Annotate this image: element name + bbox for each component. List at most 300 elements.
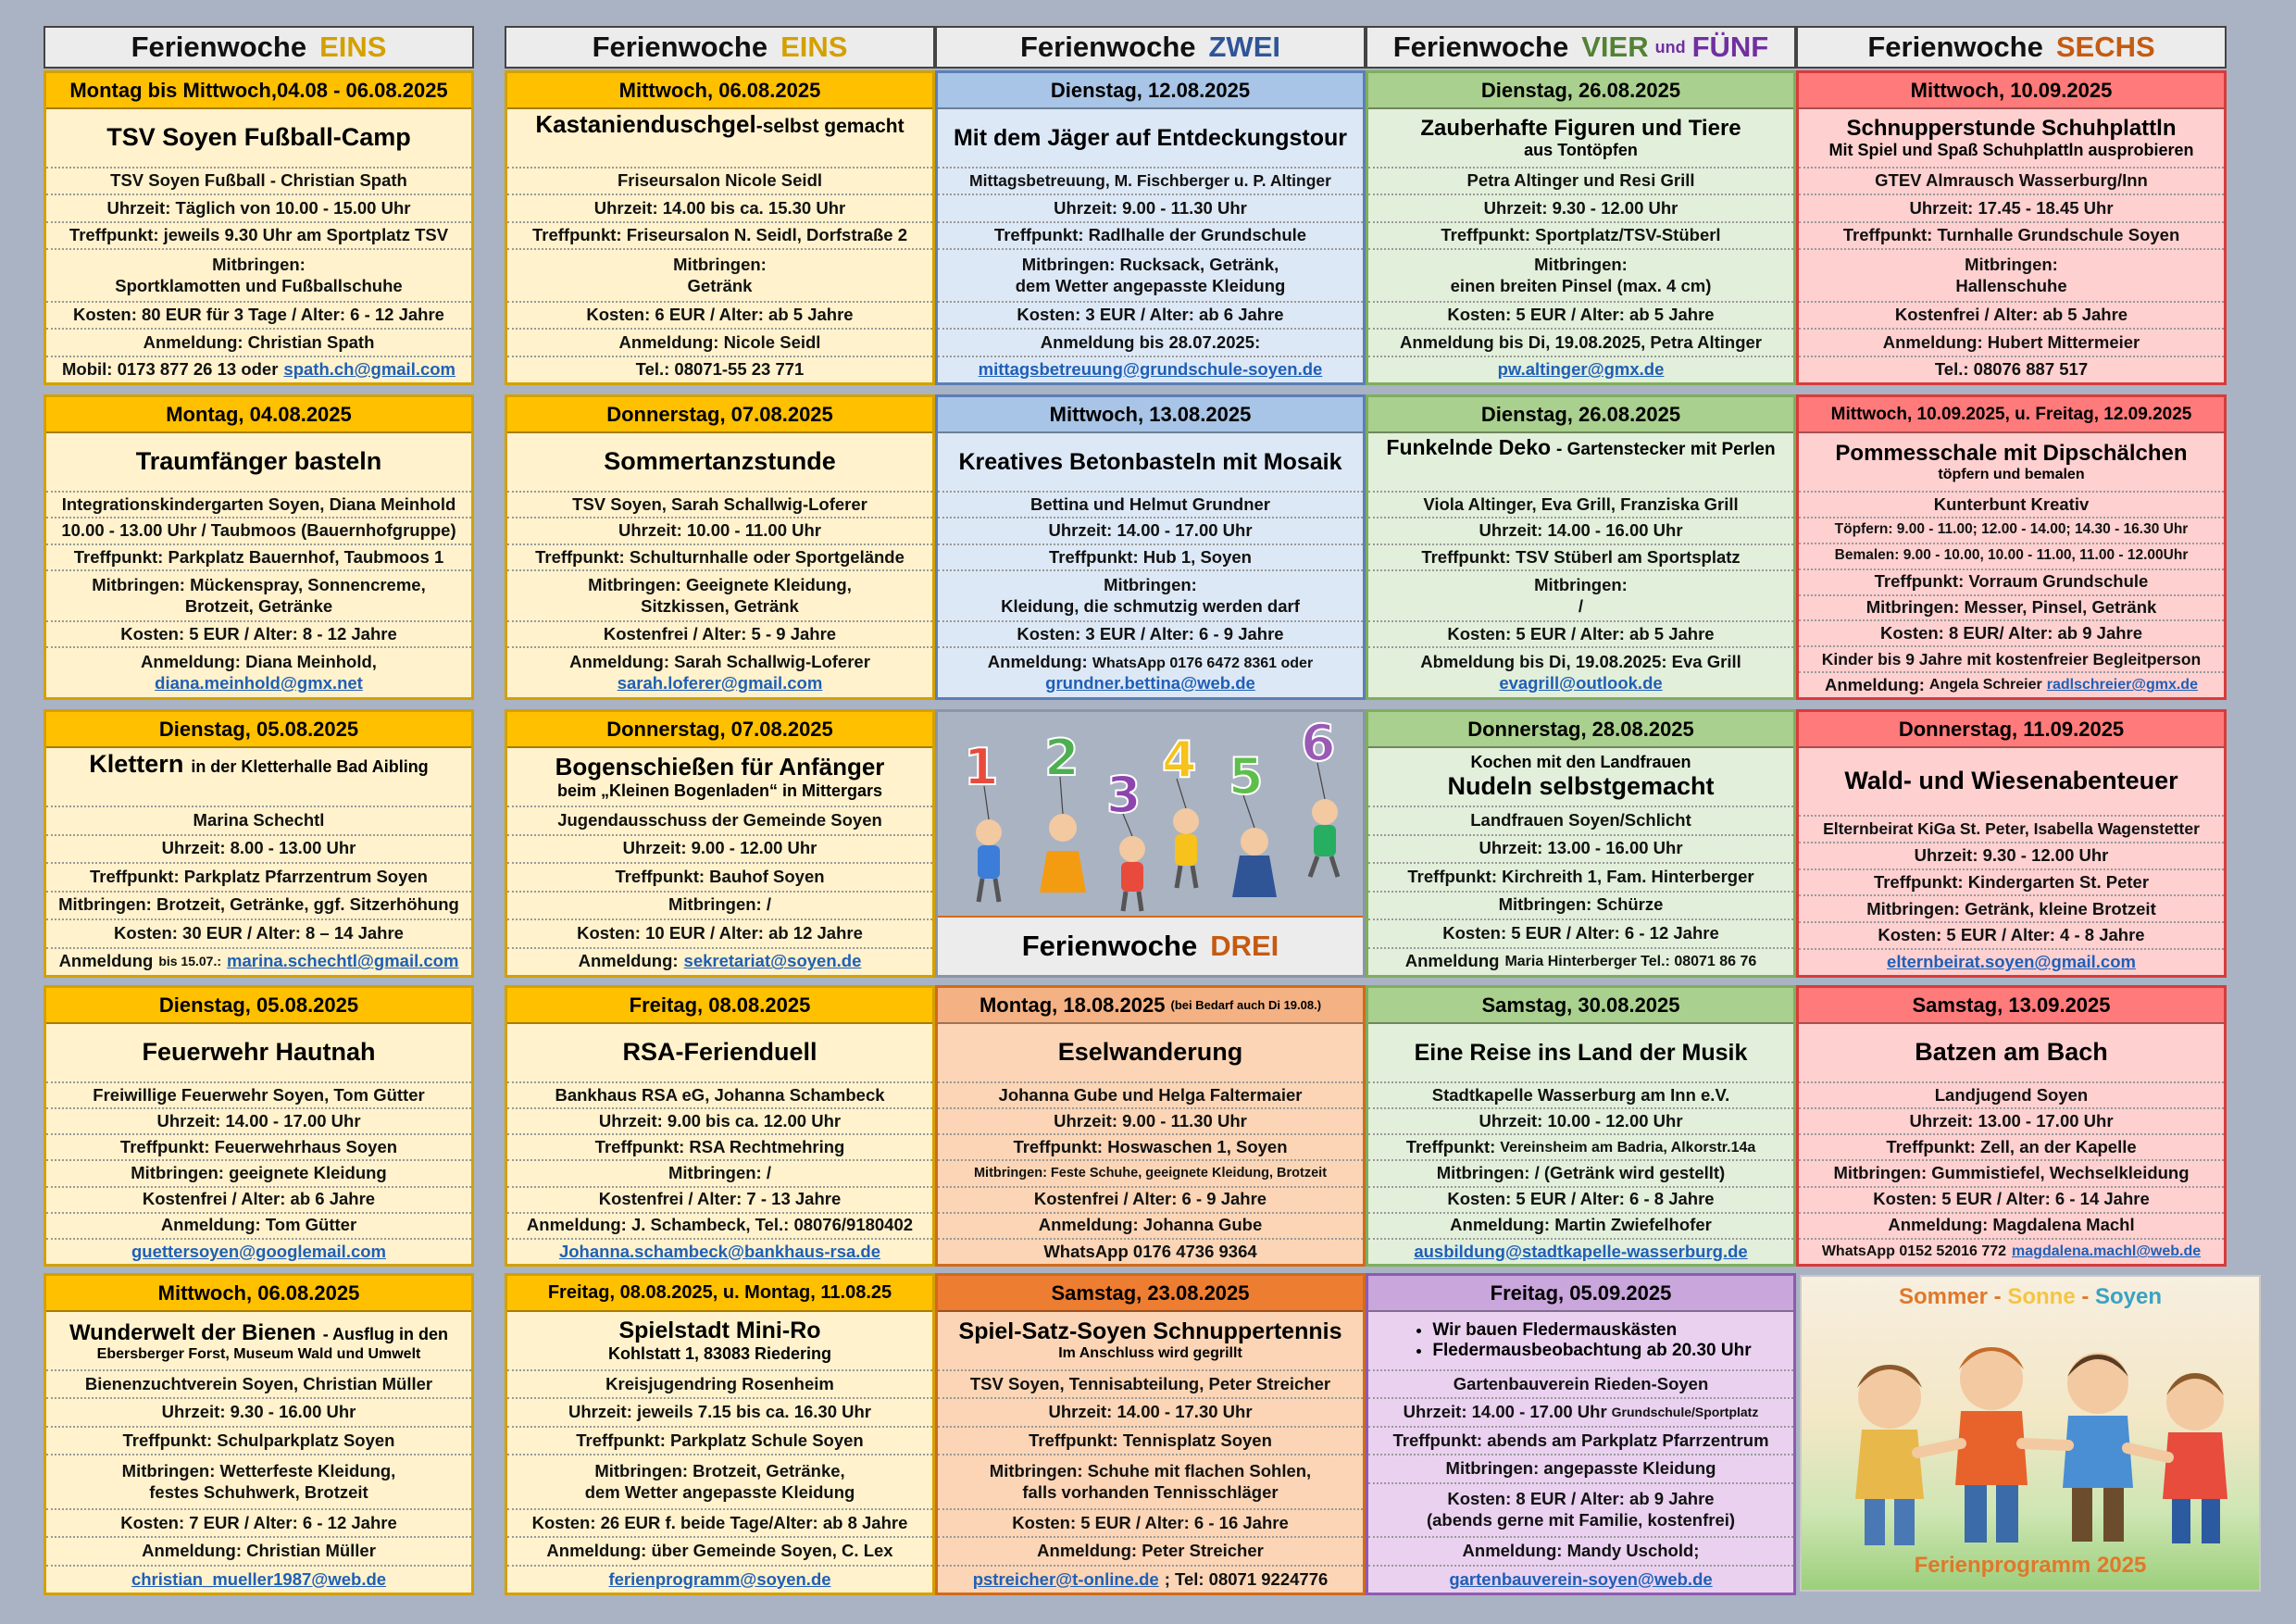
event-date: Dienstag, 26.08.2025 xyxy=(1368,397,1793,433)
event-card-klettern xyxy=(44,709,474,978)
event-date: Freitag, 08.08.2025, u. Montag, 11.08.25 xyxy=(507,1276,932,1312)
week-header xyxy=(1796,26,2227,69)
event-meeting-point: Treffpunkt: abends am Parkplatz Pfarrzentrum xyxy=(1368,1428,1793,1455)
bring-label: Mitbringen: xyxy=(1534,574,1628,594)
event-bring xyxy=(46,1455,471,1510)
event-title-text: Funkelnde Deko xyxy=(1386,435,1552,459)
column-week-6 xyxy=(1796,26,2227,69)
bring-items: Getränk xyxy=(687,275,753,295)
event-meeting-point: Treffpunkt: Bauhof Soyen xyxy=(507,864,932,893)
event-time: Uhrzeit: 17.45 - 18.45 Uhr xyxy=(1799,195,2224,222)
event-organizer: Viola Altinger, Eva Grill, Franziska Grill xyxy=(1368,493,1793,518)
event-title xyxy=(1368,109,1793,169)
header-label: Ferienwoche xyxy=(1021,930,1198,962)
event-date: Mittwoch, 06.08.2025 xyxy=(507,73,932,109)
event-date: Dienstag, 26.08.2025 xyxy=(1368,73,1793,109)
contact-email-link[interactable]: magdalena.machl@web.de xyxy=(2012,1243,2202,1260)
bring-items: Kleidung, die schmutzig werden darf xyxy=(1001,595,1300,616)
event-date: Samstag, 23.08.2025 xyxy=(938,1276,1363,1312)
poster-title: Sommer - Sonne - Soyen xyxy=(1898,1284,2163,1309)
event-organizer: Marina Schechtl xyxy=(46,807,471,836)
event-cost: Kosten: 5 EUR / Alter: 6 - 16 Jahre xyxy=(938,1510,1363,1538)
event-cost: Kosten: 5 EUR / Alter: 6 - 14 Jahre xyxy=(1799,1188,2224,1214)
event-registration: Anmeldung: Magdalena Machl xyxy=(1799,1214,2224,1240)
event-card-funkelnde-deko xyxy=(1366,394,1796,700)
event-organizer: Bankhaus RSA eG, Johanna Schambeck xyxy=(507,1083,932,1109)
event-cost: Kostenfrei / Alter: ab 5 Jahre xyxy=(1799,303,2224,330)
header-accent-2: FÜNF xyxy=(1691,31,1769,63)
event-registration: Anmeldung: J. Schambeck, Tel.: 08076/9180402 xyxy=(507,1214,932,1240)
event-title xyxy=(1799,433,2224,493)
event-meeting-point xyxy=(1368,1135,1793,1161)
poster-title-2: Sonne xyxy=(2007,1284,2076,1309)
contact-email-link[interactable]: mittagsbetreuung@grundschule-soyen.de xyxy=(978,359,1323,380)
event-time: 10.00 - 13.00 Uhr / Taubmoos (Bauernhofgruppe) xyxy=(46,518,471,544)
bring-label: Mitbringen: xyxy=(212,254,306,274)
event-bring xyxy=(1368,250,1793,303)
event-contact: Tel.: 08076 887 517 xyxy=(1934,359,2089,380)
event-time: Uhrzeit: 14.00 - 17.00 Uhr xyxy=(938,518,1363,544)
event-date: Freitag, 08.08.2025 xyxy=(507,988,932,1024)
event-title-line2: beim „Kleinen Bogenladen“ in Mittergars xyxy=(556,781,883,800)
event-meeting-point: Treffpunkt: TSV Stüberl am Sportsplatz xyxy=(1368,545,1793,571)
poster-title-3: Soyen xyxy=(2095,1284,2163,1309)
event-title xyxy=(507,748,932,807)
event-bring: Mitbringen: geeignete Kleidung xyxy=(46,1161,471,1187)
header-label: Ferienwoche xyxy=(592,31,768,63)
event-organizer: Gartenbauverein Rieden-Soyen xyxy=(1368,1371,1793,1399)
contact-email-link[interactable]: pw.altinger@gmx.de xyxy=(1497,359,1665,380)
event-card-kastanienduschgel xyxy=(505,70,935,385)
event-time: Uhrzeit: 9.30 - 12.00 Uhr xyxy=(1799,843,2224,870)
event-meeting-point: Treffpunkt: Parkplatz Schule Soyen xyxy=(507,1428,932,1455)
event-card-wald-wiese xyxy=(1796,709,2227,978)
event-title-text: Kastanienduschgel xyxy=(535,110,756,138)
bring-label: Mitbringen: xyxy=(673,254,767,274)
cost-text: Kosten: 8 EUR / Alter: ab 9 Jahre xyxy=(1447,1489,1715,1509)
event-bring xyxy=(46,250,471,303)
event-title-text: Batzen am Bach xyxy=(1915,1038,2108,1067)
event-organizer: Landfrauen Soyen/Schlicht xyxy=(1368,807,1793,836)
event-title-text: Schnupperstunde Schuhplattln xyxy=(1846,115,2177,141)
registration-label: Anmeldung: Diana Meinhold, xyxy=(141,652,377,672)
summer-poster xyxy=(1800,1275,2261,1592)
event-contact xyxy=(46,1240,471,1264)
event-card-nudeln xyxy=(1366,709,1796,978)
event-date: Dienstag, 12.08.2025 xyxy=(938,73,1363,109)
event-bring: Mitbringen: Feste Schuhe, geeignete Kleidung, Brotzeit xyxy=(938,1161,1363,1187)
event-bullet-list xyxy=(1410,1320,1751,1361)
event-title-line2: Ebersberger Forst, Museum Wald und Umwelt xyxy=(96,1346,421,1363)
event-registration xyxy=(1799,673,2224,697)
bring-items: Sportklamotten und Fußballschuhe xyxy=(115,275,403,295)
event-meeting-point: Treffpunkt: Zell, an der Kapelle xyxy=(1799,1135,2224,1161)
contact-email-link[interactable]: pstreicher@t-online.de xyxy=(972,1568,1159,1589)
event-organizer: GTEV Almrausch Wasserburg/Inn xyxy=(1799,169,2224,195)
event-time: Uhrzeit: 10.00 - 12.00 Uhr xyxy=(1368,1109,1793,1135)
event-contact xyxy=(507,1240,932,1264)
contact-email-link[interactable]: sarah.loferer@gmail.com xyxy=(617,672,823,693)
event-registration: Anmeldung: Christian Spath xyxy=(46,330,471,356)
event-cost: Kosten: 10 EUR / Alter: ab 12 Jahre xyxy=(507,920,932,949)
bring-items: dem Wetter angepasste Kleidung xyxy=(1015,275,1286,295)
bring-label: Mitbringen: Schuhe mit flachen Sohlen, xyxy=(989,1460,1312,1480)
event-registration xyxy=(46,949,471,976)
balloon-number: 3 xyxy=(1106,766,1142,824)
event-cost: Kosten: 6 EUR / Alter: ab 5 Jahre xyxy=(507,303,932,330)
registration-label: Anmeldung xyxy=(1404,951,1500,971)
event-contact xyxy=(1368,357,1793,382)
event-registration xyxy=(1368,949,1793,976)
event-cost: Kosten: 80 EUR für 3 Tage / Alter: 6 - 12 Jahre xyxy=(46,303,471,330)
contact-email-link[interactable]: marina.schechtl@gmail.com xyxy=(227,951,459,971)
event-registration xyxy=(507,949,932,976)
event-time xyxy=(1368,1399,1793,1427)
event-title xyxy=(1799,1024,2224,1083)
meeting-label: Treffpunkt: xyxy=(1405,1137,1496,1157)
event-cost: Kostenfrei / Alter: 7 - 13 Jahre xyxy=(507,1188,932,1214)
contact-email-link[interactable]: diana.meinhold@gmx.net xyxy=(155,672,363,693)
event-card-betonbasteln xyxy=(935,394,1366,700)
event-cost: Kosten: 5 EUR / Alter: 6 - 12 Jahre xyxy=(1368,920,1793,949)
event-cost: Kosten: 5 EUR / Alter: ab 5 Jahre xyxy=(1368,303,1793,330)
event-contact xyxy=(46,357,471,382)
contact-email-link[interactable]: evagrill@outlook.de xyxy=(1499,672,1663,693)
event-cost: Kosten: 5 EUR / Alter: 4 - 8 Jahre xyxy=(1799,923,2224,950)
registration-contact: Maria Hinterberger Tel.: 08071 86 76 xyxy=(1504,953,1757,969)
event-meeting-point: Treffpunkt: Tennisplatz Soyen xyxy=(938,1428,1363,1455)
event-title xyxy=(46,1024,471,1083)
event-bring: Mitbringen: / xyxy=(507,893,932,921)
event-title-line2: Kohlstatt 1, 83083 Riedering xyxy=(607,1344,832,1364)
contact-email-link[interactable]: spath.ch@gmail.com xyxy=(283,359,456,380)
cost-note: (abends gerne mit Familie, kostenfrei) xyxy=(1426,1509,1736,1530)
event-title xyxy=(507,109,932,169)
registration-label: Anmeldung: xyxy=(578,951,679,971)
event-title-text: Bogenschießen für Anfänger xyxy=(555,752,885,781)
event-card-schnuppertennis xyxy=(935,1273,1366,1595)
event-organizer: Freiwillige Feuerwehr Soyen, Tom Gütter xyxy=(46,1083,471,1109)
bullet-item: • Fledermausbeobachtung ab 20.30 Uhr xyxy=(1432,1341,1751,1361)
event-card-bienen xyxy=(44,1273,474,1595)
event-title-text: RSA-Ferienduell xyxy=(622,1038,817,1067)
event-title-text: Traumfänger basteln xyxy=(135,447,382,476)
event-title xyxy=(46,748,471,807)
event-time: Uhrzeit: 9.00 bis ca. 12.00 Uhr xyxy=(507,1109,932,1135)
event-contact: WhatsApp 0176 4736 9364 xyxy=(1043,1241,1257,1261)
event-cost: Kosten: 3 EUR / Alter: ab 6 Jahre xyxy=(938,303,1363,330)
event-title-line2: Im Anschluss wird gegrillt xyxy=(1058,1345,1242,1362)
event-bring: Mitbringen: / xyxy=(507,1161,932,1187)
bring-label: Mitbringen: Geeignete Kleidung, xyxy=(588,574,852,594)
event-title-line2: töpfern und bemalen xyxy=(1938,466,2085,482)
event-card-batzen xyxy=(1796,985,2227,1267)
bring-items: Brotzeit, Getränke xyxy=(184,595,333,616)
event-time: Uhrzeit: 14.00 - 17.00 Uhr xyxy=(46,1109,471,1135)
event-card-bogenschiessen xyxy=(505,709,935,978)
balloon-number: 1 xyxy=(964,738,999,796)
event-bring xyxy=(938,571,1363,622)
event-meeting-point: Treffpunkt: RSA Rechtmehring xyxy=(507,1135,932,1161)
event-title xyxy=(938,1024,1363,1083)
event-title-text: TSV Soyen Fußball-Camp xyxy=(106,123,411,152)
event-title-pre: Kochen mit den Landfrauen xyxy=(1470,753,1691,772)
bring-label: Mitbringen: Rucksack, Getränk, xyxy=(1021,254,1279,274)
header-label: Ferienwoche xyxy=(1392,31,1569,63)
time-text: Uhrzeit: 14.00 - 17.00 Uhr xyxy=(1403,1402,1607,1422)
event-organizer: TSV Soyen Fußball - Christian Spath xyxy=(46,169,471,195)
header-accent: VIER xyxy=(1581,31,1649,63)
event-date: Mittwoch, 06.08.2025 xyxy=(46,1276,471,1312)
event-title xyxy=(1799,748,2224,817)
event-cost: Kostenfrei / Alter: 5 - 9 Jahre xyxy=(507,622,932,648)
event-registration: Anmeldung: Tom Gütter xyxy=(46,1214,471,1240)
event-time: Uhrzeit: 9.00 - 12.00 Uhr xyxy=(507,836,932,865)
event-date: Donnerstag, 07.08.2025 xyxy=(507,397,932,433)
event-bring xyxy=(938,250,1363,303)
event-bring xyxy=(507,1455,932,1510)
header-label: Ferienwoche xyxy=(1020,31,1196,63)
event-card-fledermaus xyxy=(1366,1273,1796,1595)
contact-email-link[interactable]: guettersoyen@googlemail.com xyxy=(131,1241,387,1261)
poster-title-1: Sommer xyxy=(1898,1284,1988,1309)
event-time: Uhrzeit: 8.00 - 13.00 Uhr xyxy=(46,836,471,865)
registration-phone: WhatsApp 0176 6472 8361 oder xyxy=(1092,656,1314,672)
contact-email-link[interactable]: elternbeirat.soyen@gmail.com xyxy=(1887,952,2136,972)
bring-items: falls vorhanden Tennisschläger xyxy=(1022,1481,1279,1502)
event-contact xyxy=(938,1567,1363,1593)
event-bring: Mitbringen: Gummistiefel, Wechselkleidung xyxy=(1799,1161,2224,1187)
contact-phone: ; Tel: 08071 9224776 xyxy=(1164,1568,1329,1589)
registration-label: Anmeldung xyxy=(58,951,154,971)
event-title xyxy=(938,109,1363,169)
event-time: Uhrzeit: 13.00 - 17.00 Uhr xyxy=(1799,1109,2224,1135)
event-organizer: TSV Soyen, Sarah Schallwig-Loferer xyxy=(507,493,932,518)
event-card-tontoepfe xyxy=(1366,70,1796,385)
contact-email-link[interactable]: christian_mueller1987@web.de xyxy=(131,1568,387,1589)
header-accent: EINS xyxy=(319,31,387,63)
event-title xyxy=(507,1312,932,1371)
event-time: Uhrzeit: 10.00 - 11.00 Uhr xyxy=(507,518,932,544)
event-organizer: Landjugend Soyen xyxy=(1799,1083,2224,1109)
event-title xyxy=(938,433,1363,493)
event-registration: Anmeldung: Johanna Gube xyxy=(938,1214,1363,1240)
header-accent: SECHS xyxy=(2055,31,2155,63)
event-bring: Mitbringen: angepasste Kleidung xyxy=(1368,1455,1793,1483)
event-contact xyxy=(1368,1567,1793,1593)
event-meeting-point: Treffpunkt: Vorraum Grundschule xyxy=(1799,570,2224,596)
event-organizer: Bienenzuchtverein Soyen, Christian Müller xyxy=(46,1371,471,1399)
event-cost: Kosten: 7 EUR / Alter: 6 - 12 Jahre xyxy=(46,1510,471,1538)
event-title xyxy=(46,109,471,169)
bring-items: Sitzkissen, Getränk xyxy=(641,595,799,616)
event-date: Dienstag, 05.08.2025 xyxy=(46,712,471,748)
event-registration: Anmeldung: Nicole Seidl xyxy=(507,330,932,356)
event-time: Uhrzeit: 9.30 - 12.00 Uhr xyxy=(1368,195,1793,222)
week-3-illustration xyxy=(935,709,1366,978)
event-registration: Anmeldung: über Gemeinde Soyen, C. Lex xyxy=(507,1538,932,1566)
contact-email-link[interactable]: gartenbauverein-soyen@web.de xyxy=(1449,1568,1713,1589)
event-note: Kinder bis 9 Jahre mit kostenfreier Begleitperson xyxy=(1799,647,2224,673)
bullet-item: • Wir bauen Fledermauskästen xyxy=(1432,1320,1751,1341)
event-bring xyxy=(938,1455,1363,1510)
event-organizer: Jugendausschuss der Gemeinde Soyen xyxy=(507,807,932,836)
event-card-schuhplattln xyxy=(1796,70,2227,385)
bring-label: Mitbringen: Brotzeit, Getränke, xyxy=(594,1460,845,1480)
event-date: Mittwoch, 10.09.2025 xyxy=(1799,73,2224,109)
event-title xyxy=(507,1024,932,1083)
event-meeting-point: Treffpunkt: Parkplatz Pfarrzentrum Soyen xyxy=(46,864,471,893)
header-accent: ZWEI xyxy=(1208,31,1280,63)
week-3-label xyxy=(938,916,1363,975)
event-title xyxy=(1799,109,2224,169)
balloon-number: 4 xyxy=(1162,731,1197,789)
event-registration: Anmeldung: Martin Zwiefelhofer xyxy=(1368,1214,1793,1240)
contact-email-link[interactable]: Johanna.schambeck@bankhaus-rsa.de xyxy=(558,1241,881,1261)
bring-items: dem Wetter angepasste Kleidung xyxy=(584,1481,855,1502)
event-organizer: Kreisjugendring Rosenheim xyxy=(507,1371,932,1399)
event-date: Donnerstag, 07.08.2025 xyxy=(507,712,932,748)
event-organizer: Johanna Gube und Helga Faltermaier xyxy=(938,1083,1363,1109)
event-registration xyxy=(507,648,932,697)
event-cost: Kosten: 3 EUR / Alter: 6 - 9 Jahre xyxy=(938,622,1363,648)
event-bring: Mitbringen: Getränk, kleine Brotzeit xyxy=(1799,896,2224,923)
week-header xyxy=(44,26,474,69)
event-date: Montag, 04.08.2025 xyxy=(46,397,471,433)
event-organizer: Bettina und Helmut Grundner xyxy=(938,493,1363,518)
kids-with-number-balloons-icon xyxy=(938,712,1363,918)
children-playing-icon xyxy=(1802,1277,2259,1590)
event-meeting-point: Treffpunkt: Hub 1, Soyen xyxy=(938,545,1363,571)
event-meeting-point: Treffpunkt: Feuerwehrhaus Soyen xyxy=(46,1135,471,1161)
event-contact xyxy=(46,1567,471,1593)
event-meeting-point: Treffpunkt: Hoswaschen 1, Soyen xyxy=(938,1135,1363,1161)
registration-label: Anmeldung: xyxy=(1825,674,1925,694)
bring-items: / xyxy=(1578,595,1584,616)
event-cost: Kosten: 26 EUR f. beide Tage/Alter: ab 8 Jahre xyxy=(507,1510,932,1538)
event-cost: Kostenfrei / Alter: ab 6 Jahre xyxy=(46,1188,471,1214)
week-header xyxy=(935,26,1366,69)
header-label: Ferienwoche xyxy=(1867,31,2043,63)
event-card-rsa-ferienduell xyxy=(505,985,935,1267)
event-title xyxy=(938,1312,1363,1371)
event-meeting-point: Treffpunkt: jeweils 9.30 Uhr am Sportplatz TSV xyxy=(46,223,471,250)
event-contact: Tel.: 08071-55 23 771 xyxy=(635,359,805,380)
event-registration xyxy=(46,648,471,697)
registration-label: Abmeldung bis Di, 19.08.2025: Eva Grill xyxy=(1420,652,1741,672)
event-title-text: Eine Reise ins Land der Musik xyxy=(1414,1039,1748,1066)
event-bring: Mitbringen: Schürze xyxy=(1368,893,1793,921)
event-title xyxy=(1368,1312,1793,1371)
event-bring xyxy=(1368,571,1793,622)
event-title-text: Mit dem Jäger auf Entdeckungstour xyxy=(953,124,1348,151)
event-date xyxy=(938,988,1363,1024)
event-meeting-point: Treffpunkt: Schulturnhalle oder Sportgelände xyxy=(507,545,932,571)
event-date: Mittwoch, 10.09.2025, u. Freitag, 12.09.2025 xyxy=(1799,397,2224,433)
event-date-text: Montag, 18.08.2025 xyxy=(979,993,1166,1017)
bring-label: Mitbringen: xyxy=(1965,254,2058,274)
event-contact xyxy=(1368,1240,1793,1264)
event-bring: Mitbringen: Messer, Pinsel, Getränk xyxy=(1799,596,2224,622)
contact-email-link[interactable]: radlschreier@gmx.de xyxy=(2046,677,2198,693)
event-date: Samstag, 13.09.2025 xyxy=(1799,988,2224,1024)
week-header xyxy=(1366,26,1796,69)
event-title xyxy=(1368,748,1793,807)
event-time: Uhrzeit: Täglich von 10.00 - 15.00 Uhr xyxy=(46,195,471,222)
column-week-4-5 xyxy=(1366,26,1796,69)
event-title-text: Spielstadt Mini-Ro xyxy=(618,1318,821,1344)
contact-email-link[interactable]: grundner.bettina@web.de xyxy=(1045,672,1255,693)
event-registration: Anmeldung: Hubert Mittermeier xyxy=(1799,330,2224,356)
event-date: Mittwoch, 13.08.2025 xyxy=(938,397,1363,433)
event-organizer: Mittagsbetreuung, M. Fischberger u. P. Altinger xyxy=(938,169,1363,195)
event-title-text: Nudeln selbstgemacht xyxy=(1447,771,1715,800)
event-cost: Kosten: 5 EUR / Alter: 8 - 12 Jahre xyxy=(46,622,471,648)
event-meeting-point: Treffpunkt: Kirchreith 1, Fam. Hinterberger xyxy=(1368,864,1793,893)
event-card-musik xyxy=(1366,985,1796,1267)
event-title-text: Eselwanderung xyxy=(1057,1038,1243,1067)
bring-label: Mitbringen: Wetterfeste Kleidung, xyxy=(121,1460,396,1480)
contact-email-link[interactable]: ferienprogramm@soyen.de xyxy=(608,1568,831,1589)
event-organizer: Kunterbunt Kreativ xyxy=(1799,493,2224,518)
event-card-traumfaenger xyxy=(44,394,474,700)
contact-phone: Mobil: 0173 877 26 13 oder xyxy=(61,359,279,380)
header-accent: EINS xyxy=(780,31,848,63)
event-organizer: Stadtkapelle Wasserburg am Inn e.V. xyxy=(1368,1083,1793,1109)
event-cost: Kosten: 8 EUR/ Alter: ab 9 Jahre xyxy=(1799,621,2224,647)
event-title xyxy=(507,433,932,493)
event-meeting-point: Treffpunkt: Kindergarten St. Peter xyxy=(1799,870,2224,897)
event-organizer: TSV Soyen, Tennisabteilung, Peter Streicher xyxy=(938,1371,1363,1399)
event-title xyxy=(1368,433,1793,493)
registration-name: Angela Schreier xyxy=(1928,677,2042,693)
event-title xyxy=(1368,1024,1793,1083)
event-date: Freitag, 05.09.2025 xyxy=(1368,1276,1793,1312)
event-time: Uhrzeit: 9.30 - 16.00 Uhr xyxy=(46,1399,471,1427)
event-title-text: Wald- und Wiesenabenteuer xyxy=(1844,767,2178,795)
event-title-text: Kreatives Betonbasteln mit Mosaik xyxy=(958,448,1342,475)
event-bring: Mitbringen: Brotzeit, Getränke, ggf. Sitzerhöhung xyxy=(46,893,471,921)
contact-email-link[interactable]: sekretariat@soyen.de xyxy=(683,951,862,971)
event-title-text: Zauberhafte Figuren und Tiere xyxy=(1420,115,1741,141)
event-meeting-point: Treffpunkt: Radlhalle der Grundschule xyxy=(938,223,1363,250)
event-date-note: (bei Bedarf auch Di 19.08.) xyxy=(1170,998,1322,1012)
event-time: Uhrzeit: 14.00 bis ca. 15.30 Uhr xyxy=(507,195,932,222)
event-time: Uhrzeit: 9.00 - 11.30 Uhr xyxy=(938,1109,1363,1135)
event-cost: Kosten: 30 EUR / Alter: 8 – 14 Jahre xyxy=(46,920,471,949)
bring-label: Mitbringen: xyxy=(1534,254,1628,274)
event-organizer: Friseursalon Nicole Seidl xyxy=(507,169,932,195)
event-registration: Anmeldung: Christian Müller xyxy=(46,1538,471,1566)
header-und: und xyxy=(1654,37,1686,56)
contact-email-link[interactable]: ausbildung@stadtkapelle-wasserburg.de xyxy=(1414,1241,1748,1261)
event-contact xyxy=(507,1567,932,1593)
event-title-sub: - Ausflug in den xyxy=(322,1325,449,1344)
event-title-text: Spiel-Satz-Soyen Schnuppertennis xyxy=(958,1318,1342,1345)
event-registration: Anmeldung bis Di, 19.08.2025, Petra Altinger xyxy=(1368,330,1793,356)
registration-deadline: bis 15.07.: xyxy=(158,954,222,969)
event-organizer: Integrationskindergarten Soyen, Diana Meinhold xyxy=(46,493,471,518)
event-title-line2: aus Tontöpfen xyxy=(1524,141,1638,160)
event-registration: Anmeldung: Mandy Uschold; xyxy=(1368,1538,1793,1566)
event-meeting-point: Treffpunkt: Parkplatz Bauernhof, Taubmoos 1 xyxy=(46,545,471,571)
time-location: Grundschule/Sportplatz xyxy=(1611,1405,1759,1420)
event-meeting-point: Treffpunkt: Turnhalle Grundschule Soyen xyxy=(1799,223,2224,250)
contact-phone: WhatsApp 0152 52016 772 xyxy=(1821,1243,2007,1260)
event-card-fussball-camp xyxy=(44,70,474,385)
event-title-text: Sommertanzstunde xyxy=(604,447,836,476)
balloon-number: 6 xyxy=(1301,714,1336,772)
